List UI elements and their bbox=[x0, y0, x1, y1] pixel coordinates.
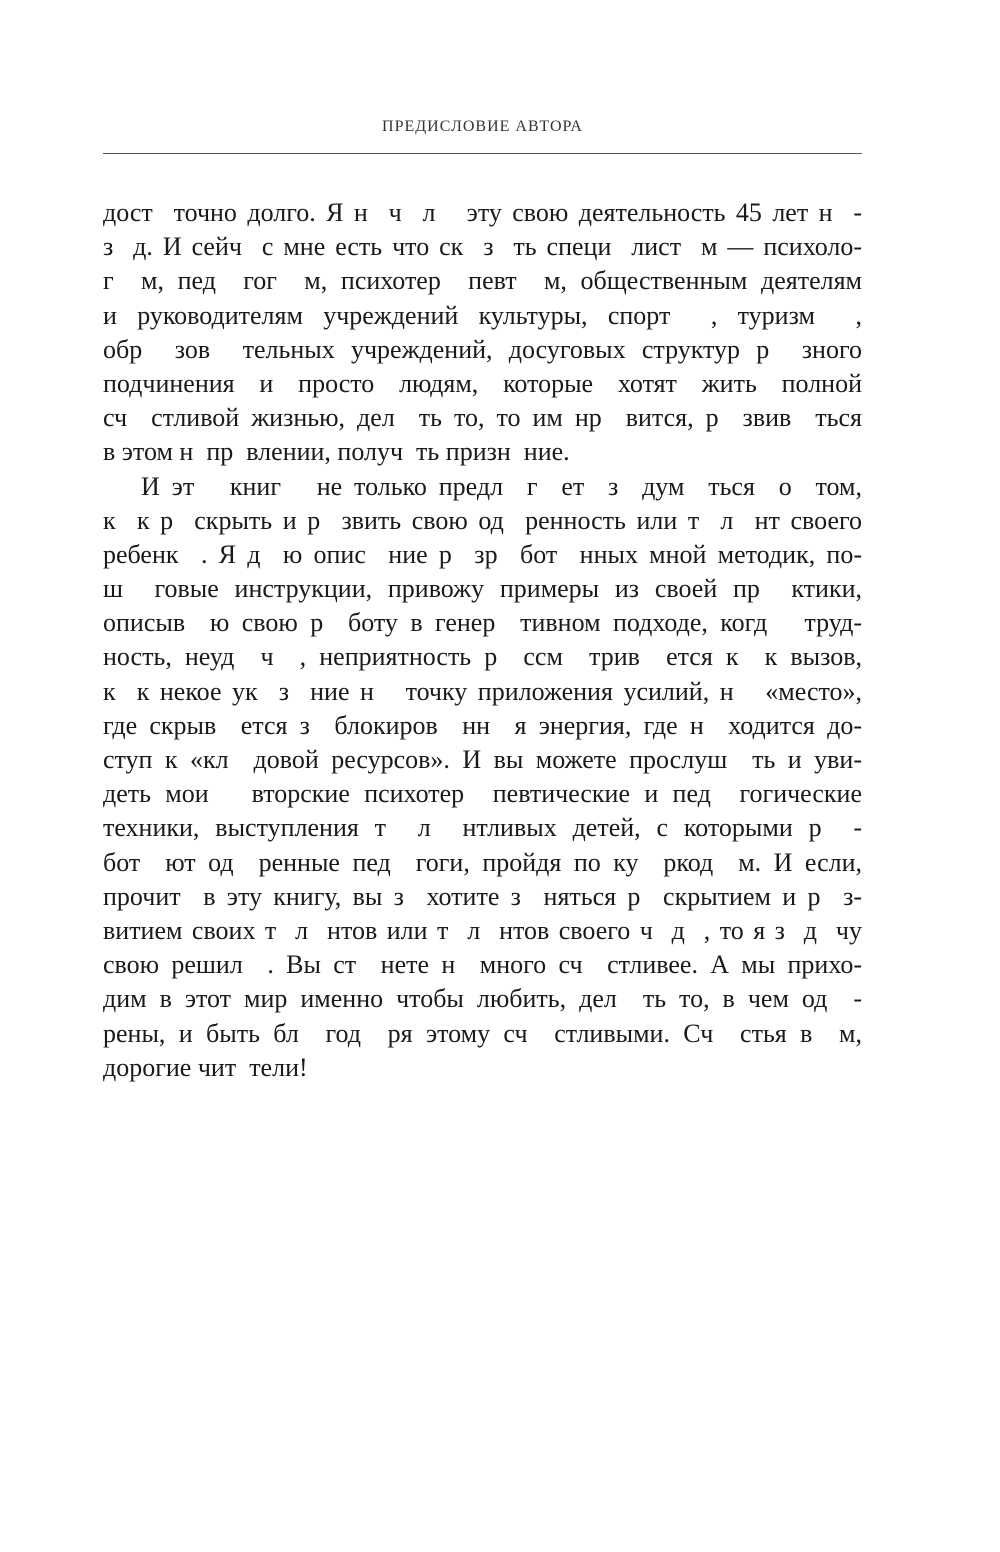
text-line: сч стливой жизнью, дел ть то, то им нр вится, р звив ться bbox=[103, 403, 862, 433]
text-line: бот ют од ренные пед гоги, пройдя по ку ркод м. И если, bbox=[103, 847, 862, 877]
text-line: где скрыв ется з блокиров нн я энергия, где н ходится до- bbox=[103, 710, 862, 740]
text-line: в этом н пр влении, получ ть призн ние. bbox=[103, 437, 570, 467]
text-line: и руководителям учреждений культуры, спорт , туризм , bbox=[103, 300, 862, 330]
text-line: з д. И сейч с мне есть что ск з ть специ лист м — психоло- bbox=[103, 232, 862, 262]
text-line: ш говые инструкции, привожу примеры из своей пр ктики, bbox=[103, 574, 862, 604]
text-line: И эт книг не только предл г ет з дум ться о том, bbox=[141, 471, 862, 501]
header-rule bbox=[103, 153, 862, 154]
text-line: прочит в эту книгу, вы з хотите з няться р скрытием и р з- bbox=[103, 881, 862, 911]
text-line: дорогие чит тели! bbox=[103, 1052, 308, 1082]
text-line: к к некое ук з ние н точку приложения усилий, н «место», bbox=[103, 676, 862, 706]
text-line: подчинения и просто людям, которые хотят жить полной bbox=[103, 368, 862, 398]
text-line: ступ к «кл довой ресурсов». И вы можете прослуш ть и уви- bbox=[103, 745, 862, 774]
text-line: к к р скрыть и р звить свою од ренность или т л нт своего bbox=[103, 505, 862, 535]
text-line: ребенк . Я д ю опис ние р зр бот нных мной методик, по- bbox=[103, 539, 862, 569]
running-head-title: ПРЕДИСЛОВИЕ АВТОРА bbox=[382, 118, 583, 135]
text-line: деть мои вторские психотер певтические и пед гогические bbox=[103, 779, 862, 809]
text-line: описыв ю свою р боту в генер тивном подходе, когд труд- bbox=[103, 608, 862, 638]
body-text bbox=[103, 196, 862, 1085]
text-line: техники, выступления т л нтливых детей, с которыми р - bbox=[103, 813, 862, 843]
text-line: обр зов тельных учреждений, досуговых структур р зного bbox=[103, 334, 862, 364]
text-line: рены, и быть бл год ря этому сч стливыми. Сч стья в м, bbox=[103, 1018, 862, 1048]
text-line: ность, неуд ч , неприятность р ссм трив ется к к вызов, bbox=[103, 642, 862, 672]
text-line: свою решил . Вы ст нете н много сч стливее. А мы прихо- bbox=[103, 950, 862, 980]
text-line: дост точно долго. Я н ч л эту свою деятельность 45 лет н - bbox=[103, 198, 862, 227]
text-line: витием своих т л нтов или т л нтов своего ч д , то я з д чу bbox=[103, 915, 862, 945]
text-line: г м, пед гог м, психотер певт м, общественным деятелям bbox=[103, 266, 862, 296]
text-line: дим в этот мир именно чтобы любить, дел ть то, в чем од - bbox=[103, 984, 862, 1014]
